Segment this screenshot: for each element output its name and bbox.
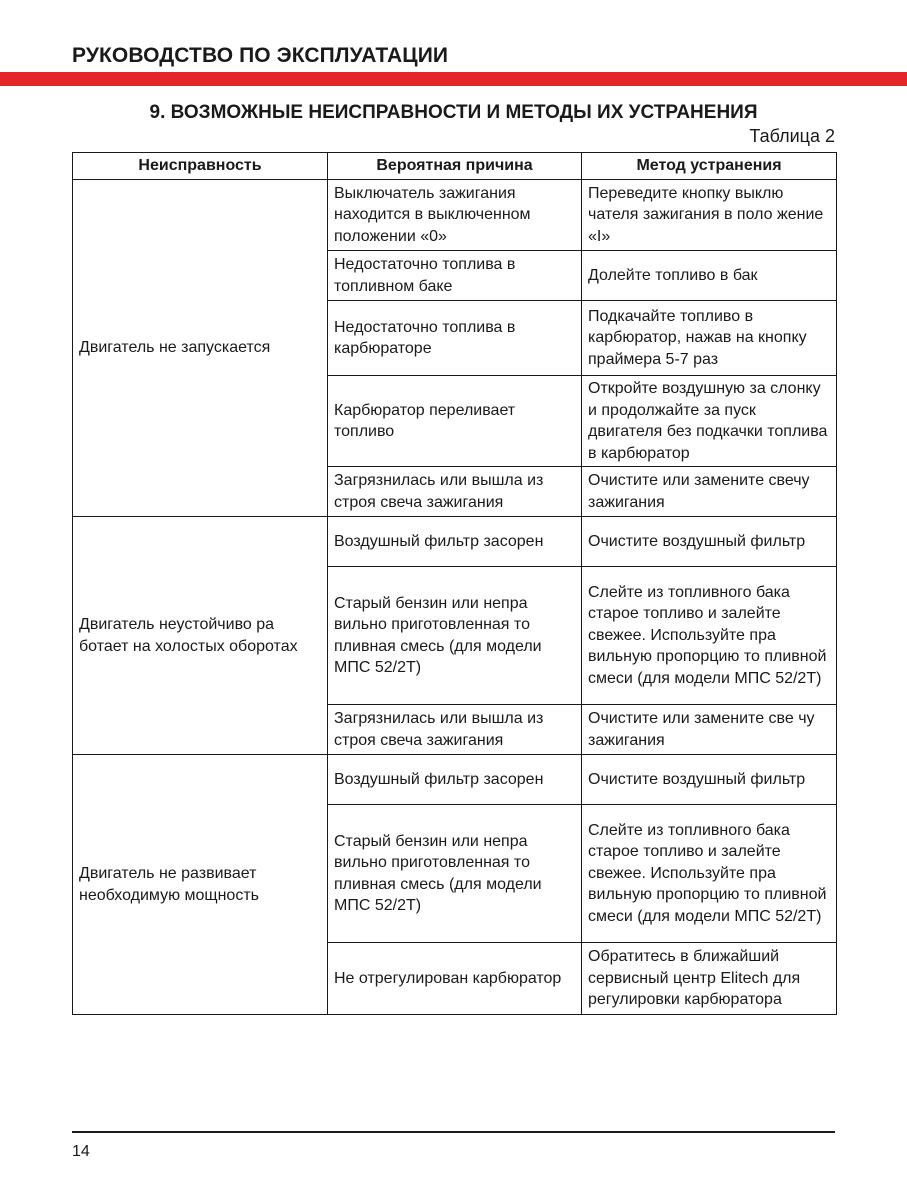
fault-cell: Двигатель неустойчиво ра ботает на холостых оборотах: [73, 517, 328, 755]
troubleshooting-table: [72, 152, 837, 1015]
header-fault: Неисправность: [73, 153, 328, 180]
cause-cell: Карбюратор переливает топливо: [328, 376, 582, 467]
fault-cell: Двигатель не запускается: [73, 180, 328, 517]
fix-cell: Слейте из топливного бака старое топливо и залейте свежее. Используйте пра вильную пропорцию то пливной смеси (для модели МПС 52/2Т): [582, 805, 837, 943]
section-title: 9. ВОЗМОЖНЫЕ НЕИСПРАВНОСТИ И МЕТОДЫ ИХ УСТРАНЕНИЯ: [149, 102, 758, 123]
page-number: 14: [72, 1143, 90, 1160]
cause-cell: Не отрегулирован карбюратор: [328, 943, 582, 1015]
header-cause: Вероятная причина: [328, 153, 582, 180]
cause-cell: Воздушный фильтр засорен: [328, 517, 582, 567]
cause-cell: Недостаточно топлива в карбюраторе: [328, 301, 582, 376]
cause-cell: Воздушный фильтр засорен: [328, 755, 582, 805]
fault-cell: Двигатель не развивает необходимую мощность: [73, 755, 328, 1015]
cause-cell: Выключатель зажигания находится в выключенном положении «0»: [328, 180, 582, 251]
fix-cell: Обратитесь в ближайший сервисный центр Elitech для регулировки карбюратора: [582, 943, 837, 1015]
cause-cell: Загрязнилась или вышла из строя свеча зажигания: [328, 467, 582, 517]
fix-cell: Откройте воздушную за слонку и продолжайте за пуск двигателя без подкачки топлива в карбюратор: [582, 376, 837, 467]
cause-cell: Недостаточно топлива в топливном баке: [328, 251, 582, 301]
fix-cell: Очистите воздушный фильтр: [582, 755, 837, 805]
fix-cell: Очистите или замените свечу зажигания: [582, 467, 837, 517]
fix-cell: Очистите или замените све чу зажигания: [582, 705, 837, 755]
fix-cell: Долейте топливо в бак: [582, 251, 837, 301]
table-caption: Таблица 2: [749, 126, 835, 146]
cause-cell: Старый бензин или непра вильно приготовленная то пливная смесь (для модели МПС 52/2Т): [328, 805, 582, 943]
table-row: [73, 180, 837, 251]
fix-cell: Переведите кнопку выклю чателя зажигания в поло жение «I»: [582, 180, 837, 251]
table-row: [73, 755, 837, 805]
table-row: [73, 517, 837, 567]
fix-cell: Подкачайте топливо в карбюратор, нажав на кнопку праймера 5-7 раз: [582, 301, 837, 376]
table-header-row: [73, 153, 837, 180]
cause-cell: Загрязнилась или вышла из строя свеча зажигания: [328, 705, 582, 755]
footer-rule: [72, 1131, 835, 1133]
fix-cell: Слейте из топливного бака старое топливо и залейте свежее. Используйте пра вильную пропорцию то пливной смеси (для модели МПС 52/2Т): [582, 567, 837, 705]
fix-cell: Очистите воздушный фильтр: [582, 517, 837, 567]
header-fix: Метод устранения: [582, 153, 837, 180]
manual-header-title: РУКОВОДСТВО ПО ЭКСПЛУАТАЦИИ: [72, 44, 449, 67]
header-red-band: [0, 72, 907, 86]
cause-cell: Старый бензин или непра вильно приготовленная то пливная смесь (для модели МПС 52/2Т): [328, 567, 582, 705]
